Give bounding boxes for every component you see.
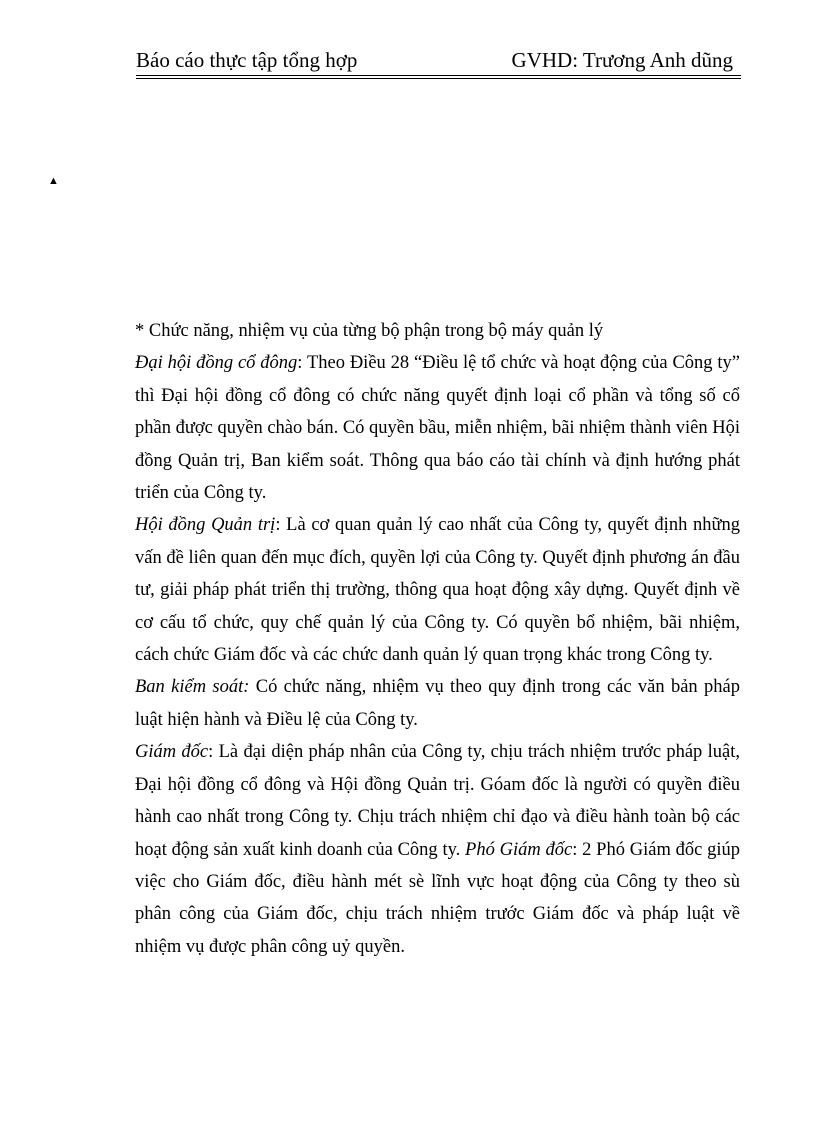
paragraph-director: Giám đốc: Là đại diện pháp nhân của Công ty, chịu trách nhiệm trước pháp luật, Đại hội đồng cổ đông và Hội đồng Quản trị. Góam đốc là người có quyền điều hành cao nhất trong Công ty. Chịu trách nhiệm chỉ đạo và điều hành toàn bộ các hoạt động sản xuất kinh doanh của Công ty. Phó Giám đốc: 2 Phó Giám đốc giúp việc cho Giám đốc, điều hành mét sè lĩnh vực hoạt động của Công ty theo sù phân công của Giám đốc, chịu trách nhiệm trước Giám đốc và pháp luật về nhiệm vụ được phân công uỷ quyền. bbox=[135, 742, 741, 957]
anchor-marker-icon: ▲ bbox=[48, 175, 59, 187]
paragraph-general-meeting: Đại hội đồng cổ đông: Theo Điều 28 “Điều lệ tổ chức và hoạt động của Công ty” thì Đại hội đồng cổ đông có chức năng quyết định loại cổ phần và tổng số cổ phần được quyền chào bán. Có quyền bầu, miễn nhiệm, bãi nhiệm thành viên Hội đồng Quản trị, Ban kiểm soát. Thông qua báo cáo tài chính và định hướng phát triển của Công ty. bbox=[135, 353, 740, 504]
paragraph-general-meeting-text: Theo Điều 28 “Điều lệ tổ chức và hoạt động của Công ty” thì Đại hội đồng cổ đông có chức năng quyết định loại cổ phần và tổng số cổ phần được quyền chào bán. Có quyền bầu, miễn nhiệm, bãi nhiệm thành viên Hội đồng Quản trị, Ban kiểm soát. Thông qua báo cáo tài chính và định hướng phát triển của Công ty. bbox=[135, 353, 740, 504]
term-general-meeting: Đại hội đồng cổ đông bbox=[135, 353, 298, 374]
paragraph-board: Hội đồng Quản trị: Là cơ quan quản lý cao nhất của Công ty, quyết định những vấn đề liên quan đến mục đích, quyền lợi của Công ty. Quyết định phương án đầu tư, giải pháp phát triển thị trường, thông qua hoạt động xây dựng. Quyết định về cơ cấu tổ chức, quy chế quản lý của Công ty. Có quyền bổ nhiệm, bãi nhiệm, cách chức Giám đốc và các chức danh quản lý quan trọng khác trong Công ty. bbox=[135, 515, 741, 666]
paragraph-deputy-director-text: 2 Phó Giám đốc giúp việc cho Giám đốc, điều hành mét sè lĩnh vực hoạt động của Công ty theo sù phân công của Giám đốc, chịu trách nhiệm trước Giám đốc và pháp luật về nhiệm vụ được phân công uỷ quyền. bbox=[135, 839, 741, 957]
paragraph-supervisory bbox=[135, 671, 740, 736]
header-report-title: Báo cáo thực tập tổng hợp bbox=[136, 48, 358, 72]
document-body bbox=[135, 315, 740, 963]
paragraph-supervisory-text: Có chức năng, nhiệm vụ theo quy định trong các văn bản pháp luật hiện hành và Điều lệ của Công ty. bbox=[135, 677, 740, 730]
term-board: Hội đồng Quản trị bbox=[135, 515, 276, 536]
term-deputy-director: Phó Giám đốc bbox=[465, 839, 573, 860]
page-header bbox=[136, 48, 741, 76]
header-rule-top bbox=[136, 75, 741, 76]
header-supervisor: GVHD: Trương Anh dũng bbox=[511, 48, 733, 72]
header-rule-bottom bbox=[136, 78, 741, 79]
term-supervisory: Ban kiểm soát: bbox=[135, 677, 250, 698]
paragraph-director-text: Là đại diện pháp nhân của Công ty, chịu trách nhiệm trước pháp luật, Đại hội đồng cổ đông và Hội đồng Quản trị. Góam đốc là người có quyền điều hành cao nhất trong Công ty. Chịu trách nhiệm chỉ đạo và điều hành toàn bộ các hoạt động sản xuất kinh doanh của Công ty. bbox=[135, 742, 740, 860]
term-director: Giám đốc bbox=[135, 742, 209, 763]
paragraph-board-text: Là cơ quan quản lý cao nhất của Công ty, quyết định những vấn đề liên quan đến mục đích, quyền lợi của Công ty. Quyết định phương án đầu tư, giải pháp phát triển thị trường, thông qua hoạt động xây dựng. Quyết định về cơ cấu tổ chức, quy chế quản lý của Công ty. Có quyền bổ nhiệm, bãi nhiệm, cách chức Giám đốc và các chức danh quản lý quan trọng khác trong Công ty. bbox=[135, 515, 741, 666]
section-intro: * Chức năng, nhiệm vụ của từng bộ phận trong bộ máy quản lý bbox=[135, 321, 604, 341]
